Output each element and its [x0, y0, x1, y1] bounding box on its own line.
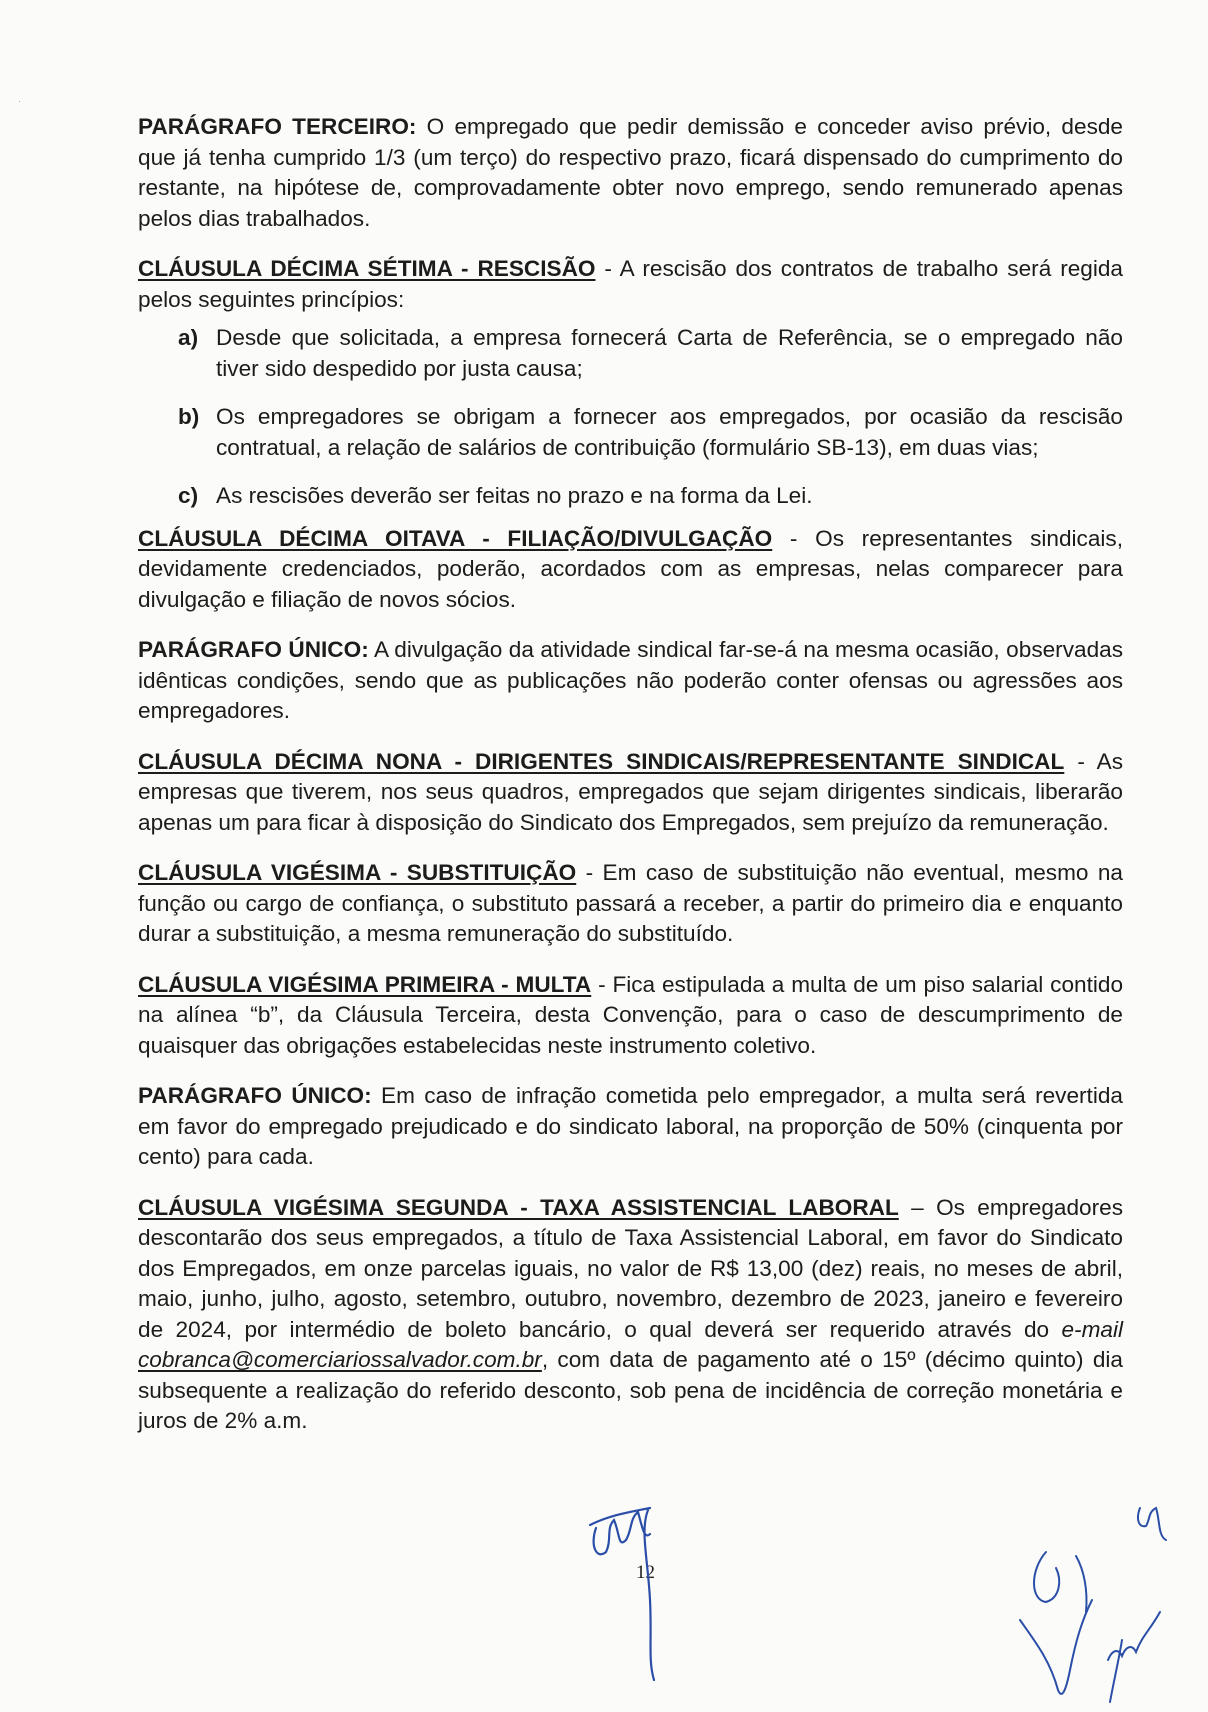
clausula-vigesima-segunda [138, 1193, 1123, 1437]
initials-signature-icon [590, 1508, 654, 1680]
clause-heading: CLÁUSULA VIGÉSIMA PRIMEIRA - MULTA [138, 971, 592, 997]
clause-text: - Os representantes sindicais, devidamente credenciados, poderão, acordados com as empresas, nelas comparecer para divulgação e filiação de novos sócios. [138, 525, 1123, 612]
paragrafo-terceiro [138, 112, 1123, 234]
list-item-label: c) [178, 483, 199, 508]
paragraph-heading: PARÁGRAFO TERCEIRO: [138, 114, 417, 139]
list-item-text: As rescisões deverão ser feitas no prazo e na forma da Lei. [216, 483, 813, 508]
paragrafo-unico-18 [138, 635, 1123, 727]
clause-text: - Fica estipulada a multa de um piso salarial contido na alínea “b”, da Cláusula Terceira, desta Convenção, para o caso de descumprimento de quaisquer das obrigações estabelecidas neste instrumento coletivo. [138, 971, 1124, 1058]
paragraph-text: Em caso de infração cometida pelo empregador, a multa será revertida em favor do empregado prejudicado e do sindicato laboral, na proporção de 50% (cinquenta por cento) para cada. [138, 1083, 1123, 1169]
paragraph-heading: PARÁGRAFO ÚNICO: [138, 637, 369, 662]
paragraph-text: A divulgação da atividade sindical far-se-á na mesma ocasião, observadas idênticas condições, sendo que as publicações não poderão conter ofensas ou agressões aos empregadores. [138, 637, 1123, 723]
clause-heading: CLÁUSULA DÉCIMA OITAVA - FILIAÇÃO/DIVULGAÇÃO [138, 525, 773, 551]
clausula-decima-setima [138, 254, 1123, 315]
paragraph-text: O empregado que pedir demissão e conceder aviso prévio, desde que já tenha cumprido 1/3 (um terço) do respectivo prazo, ficará dispensado do cumprimento do restante, na hipótese de, comprovadamente obter novo emprego, sendo remunerado apenas pelos dias trabalhados. [138, 114, 1123, 231]
email-link[interactable]: cobranca@comerciariossalvador.com.br [138, 1347, 542, 1372]
paragraph-heading: PARÁGRAFO ÚNICO: [138, 1083, 372, 1108]
rescisao-items-list [138, 323, 1123, 512]
clause-heading: CLÁUSULA DÉCIMA NONA - DIRIGENTES SINDICAIS/REPRESENTANTE SINDICAL [138, 748, 1065, 774]
margin-mark: · [18, 96, 21, 106]
clausula-vigesima-primeira [138, 970, 1123, 1062]
clause-heading: CLÁUSULA VIGÉSIMA - SUBSTITUIÇÃO [138, 860, 577, 885]
clause-text: – Os empregadores descontarão dos seus empregados, a título de Taxa Assistencial Laboral, em favor do Sindicato dos Empregados, em onze parcelas iguais, no valor de R$ 13,00 (dez) reais, no meses de abril, maio, junho, julho, agosto, setembro, outubro, novembro, dezembro de 2023, janeiro e fevereiro de 2024, por intermédio de boleto bancário, o qual deverá ser requerido através do [138, 1194, 1123, 1342]
clause-text-continued: , com data de pagamento até o 15º (décimo quinto) dia subsequente a realização do referido desconto, sob pena de incidência de correção monetária e juros de 2% a.m. [138, 1347, 1123, 1433]
clause-text: - A rescisão dos contratos de trabalho será regida pelos seguintes princípios: [138, 256, 1123, 312]
list-item-text: Desde que solicitada, a empresa fornecerá Carta de Referência, se o empregado não tiver sido despedido por justa causa; [216, 325, 1123, 381]
list-item-label: b) [178, 404, 200, 429]
margin-signature-icon [1020, 1508, 1166, 1702]
email-label: e-mail [1061, 1316, 1123, 1342]
clause-text: - Em caso de substituição não eventual, mesmo na função ou cargo de confiança, o substituto passará a receber, a partir do primeiro dia e enquanto durar a substituição, a mesma remuneração do substituído. [138, 860, 1123, 946]
clause-text: - As empresas que tiverem, nos seus quadros, empregados que sejam dirigentes sindicais, liberarão apenas um para ficar à disposição do Sindicato dos Empregados, sem prejuízo da remuneração. [138, 748, 1123, 835]
document-body [138, 112, 1123, 1457]
clausula-decima-nona [138, 747, 1123, 839]
clause-heading: CLÁUSULA VIGÉSIMA SEGUNDA - TAXA ASSISTENCIAL LABORAL [138, 1194, 899, 1220]
clause-heading: CLÁUSULA DÉCIMA SÉTIMA - RESCISÃO [138, 256, 596, 281]
list-item-label: a) [178, 325, 199, 350]
list-item [178, 323, 1123, 384]
list-item-text: Os empregadores se obrigam a fornecer aos empregados, por ocasião da rescisão contratual, a relação de salários de contribuição (formulário SB-13), em duas vias; [216, 404, 1123, 460]
page-number: 12 [636, 1562, 655, 1583]
clausula-vigesima [138, 858, 1123, 950]
paragrafo-unico-21 [138, 1081, 1123, 1173]
list-item [178, 402, 1123, 463]
list-item [178, 481, 1123, 512]
clausula-decima-oitava [138, 524, 1123, 616]
